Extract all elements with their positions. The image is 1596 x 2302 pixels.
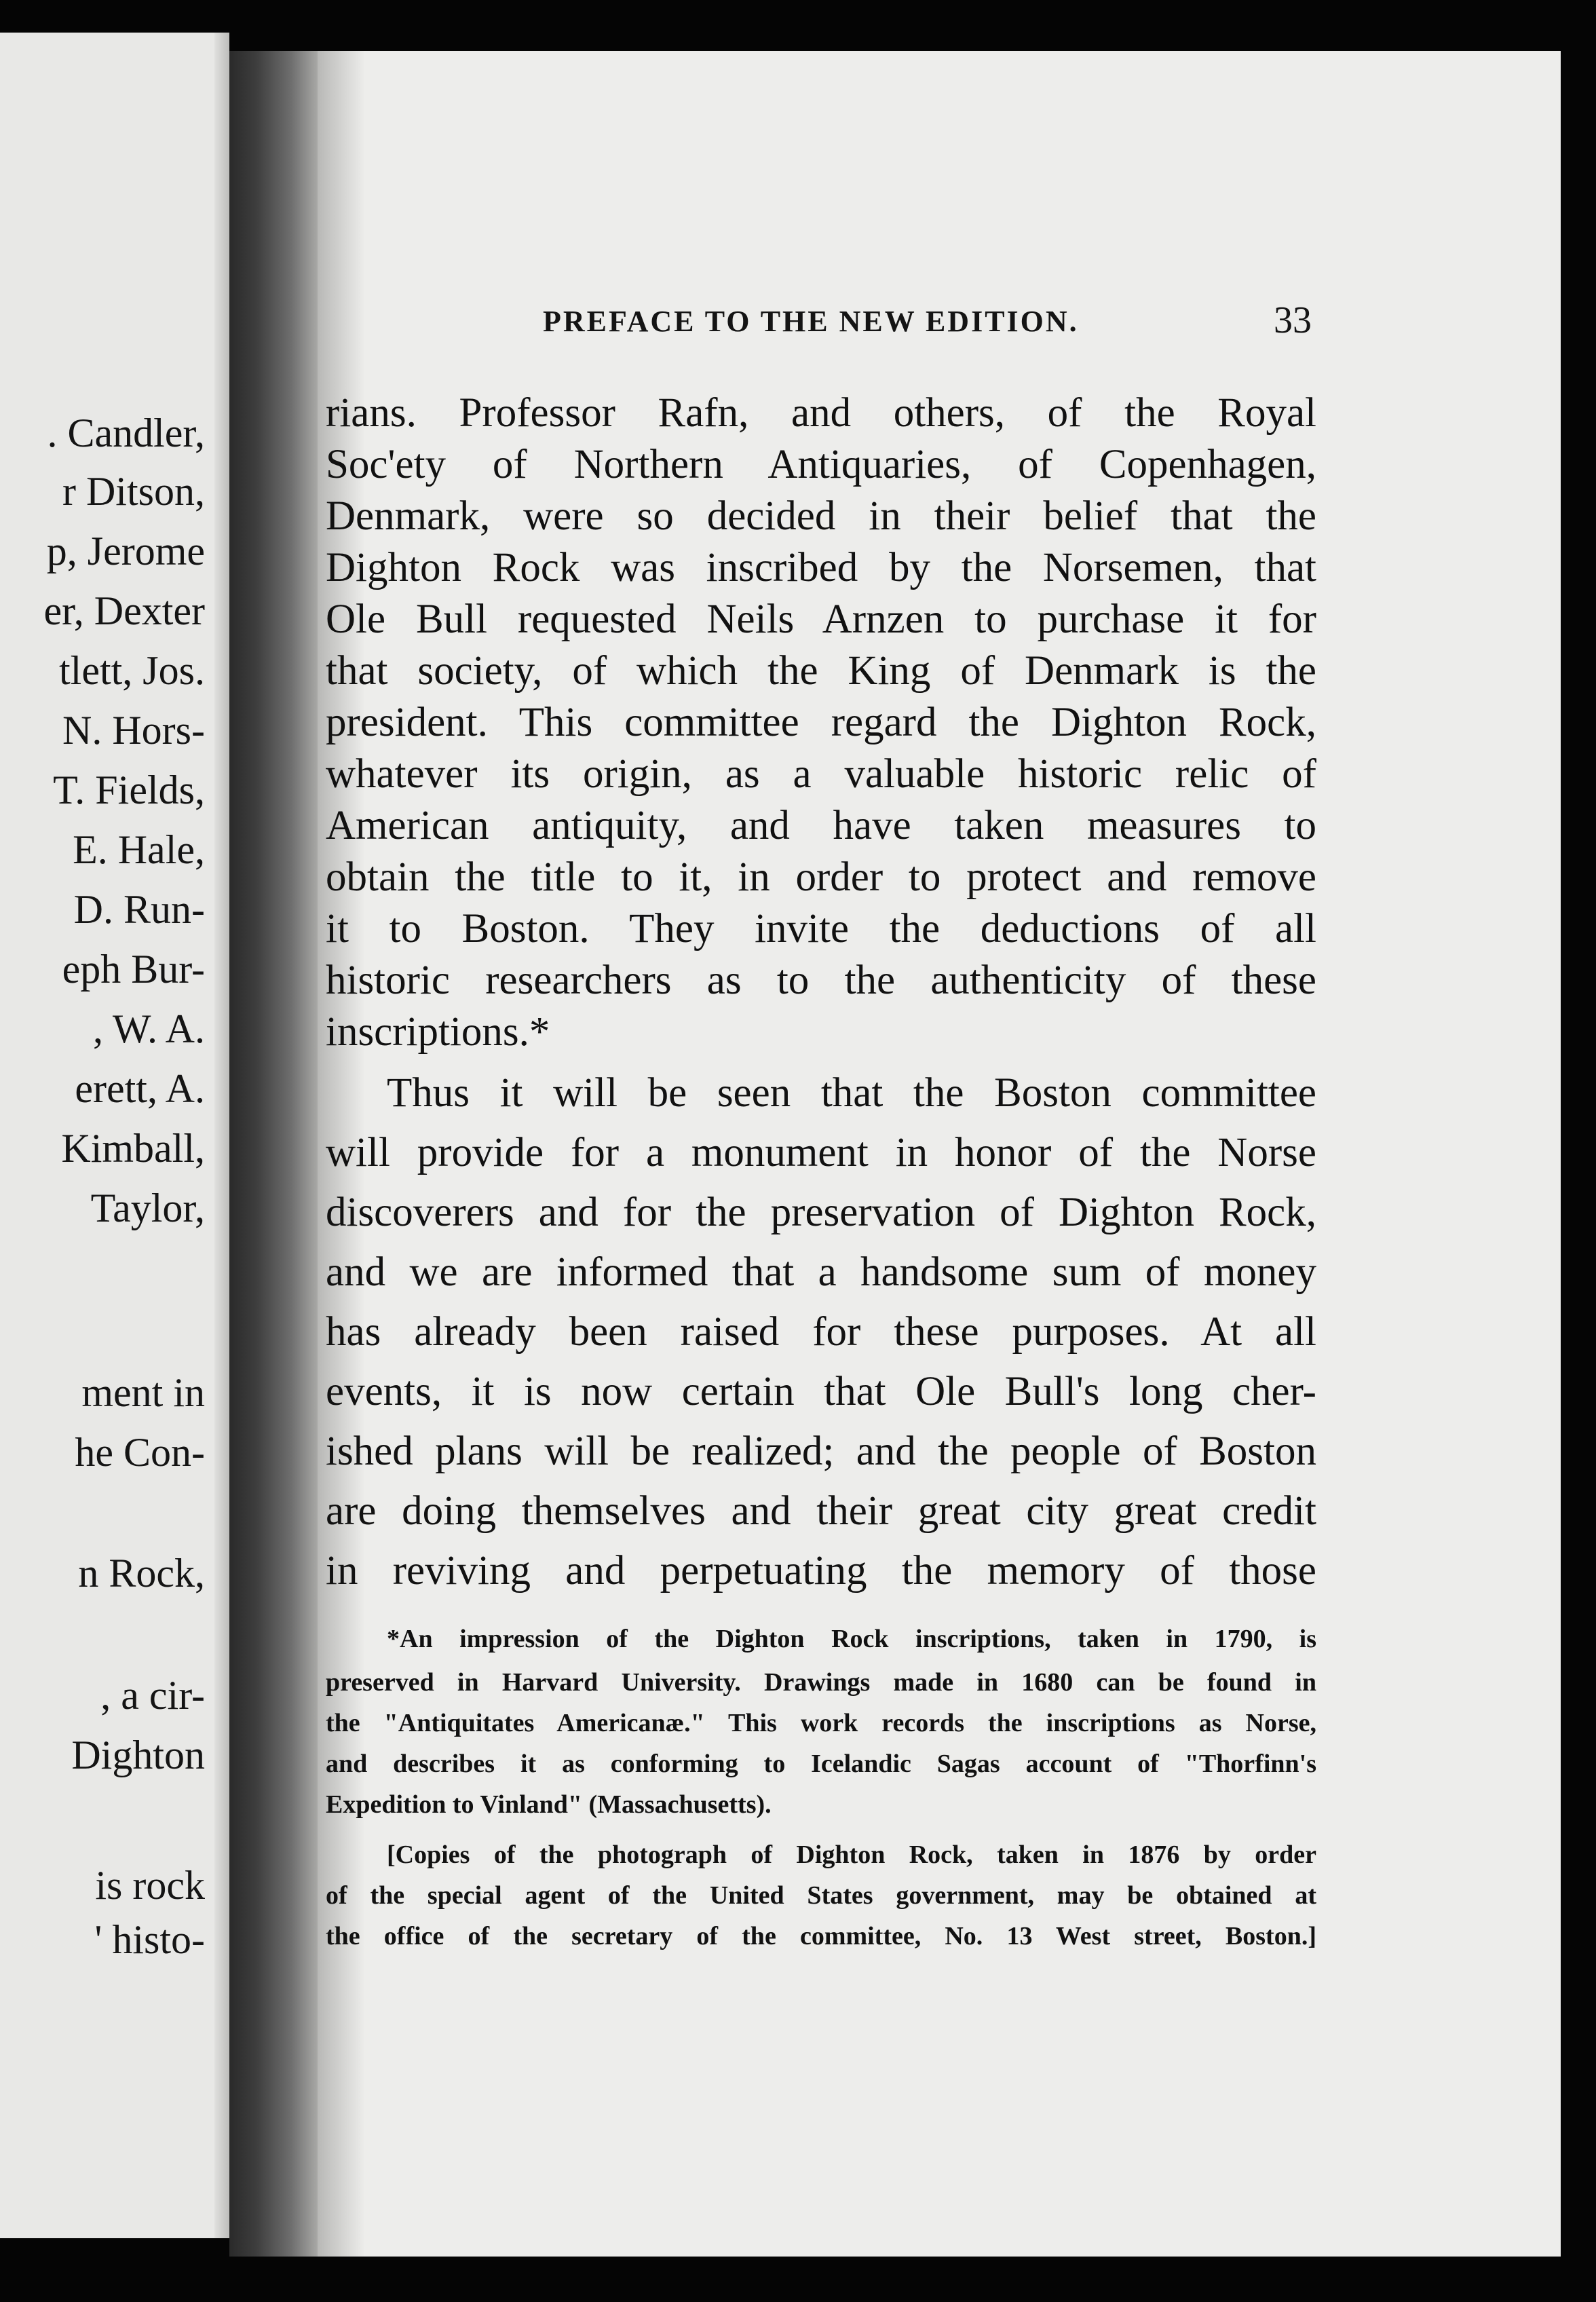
footnote-line: Expedition to Vinland" (Massachusetts).	[326, 1790, 772, 1819]
left-page-line: ' histo-	[94, 1917, 205, 1962]
body-line: Denmark, were so decided in their belief that the	[326, 493, 1316, 539]
footnote-line: [Copies of the photograph of Dighton Rock, taken in 1876 by order	[387, 1841, 1316, 1869]
left-page-line: eph Bur-	[62, 947, 205, 992]
body-line: events, it is now certain that Ole Bull's long cher-	[326, 1369, 1316, 1414]
left-page-line: er, Dexter	[43, 588, 205, 633]
left-page-line: T. Fields,	[53, 768, 205, 812]
body-line: Soc'ety of Northern Antiquaries, of Copenhagen,	[326, 442, 1316, 487]
left-page-line: . Candler,	[47, 411, 205, 455]
left-page-edge	[214, 33, 229, 2238]
left-page-line: p, Jerome	[46, 529, 205, 573]
left-page-line: r Ditson,	[62, 469, 205, 514]
left-page-line: Dighton	[71, 1733, 205, 1777]
book-gutter	[229, 51, 318, 2257]
body-line: has already been raised for these purposes. At all	[326, 1309, 1316, 1355]
body-line: and we are informed that a handsome sum of money	[326, 1249, 1316, 1295]
body-line: historic researchers as to the authenticity of these	[326, 958, 1316, 1003]
body-line: Dighton Rock was inscribed by the Norsemen, that	[326, 545, 1316, 590]
left-page-line: ment in	[81, 1370, 205, 1415]
left-page-line: erett, A.	[75, 1066, 205, 1111]
left-page-line: D. Run-	[73, 887, 205, 932]
page-number: 33	[1274, 299, 1312, 341]
footnote-line: *An impression of the Dighton Rock inscriptions, taken in 1790, is	[387, 1625, 1316, 1653]
body-line: Thus it will be seen that the Boston committee	[387, 1070, 1316, 1116]
left-page-line: Taylor,	[90, 1186, 205, 1230]
body-line: that society, of which the King of Denmark is the	[326, 648, 1316, 694]
body-line: ished plans will be realized; and the people of Boston	[326, 1429, 1316, 1474]
body-line: whatever its origin, as a valuable historic relic of	[326, 751, 1316, 797]
left-page-line: n Rock,	[78, 1551, 205, 1596]
body-line: are doing themselves and their great city great credit	[326, 1488, 1316, 1534]
footnote-line: and describes it as conforming to Icelandic Sagas account of "Thorfinn's	[326, 1750, 1316, 1778]
body-line: it to Boston. They invite the deductions of all	[326, 906, 1316, 951]
body-line: obtain the title to it, in order to protect and remove	[326, 854, 1316, 900]
left-page-line: , a cir-	[100, 1673, 205, 1718]
left-page-line: tlett, Jos.	[58, 648, 205, 693]
left-facing-page	[0, 33, 229, 2238]
footnote-line: the office of the secretary of the committee, No. 13 West street, Boston.]	[326, 1922, 1316, 1950]
left-page-line: he Con-	[75, 1430, 205, 1475]
left-page-line: N. Hors-	[62, 708, 205, 753]
footnote-line: of the special agent of the United States government, may be obtained at	[326, 1881, 1316, 1910]
left-page-line: E. Hale,	[73, 827, 205, 872]
body-line: president. This committee regard the Dighton Rock,	[326, 700, 1316, 745]
body-line: in reviving and perpetuating the memory of those	[326, 1548, 1316, 1593]
body-line: will provide for a monument in honor of the Norse	[326, 1130, 1316, 1175]
footnote-line: preserved in Harvard University. Drawings made in 1680 can be found in	[326, 1668, 1316, 1697]
left-page-line: Kimball,	[61, 1126, 205, 1171]
body-line: discoverers and for the preservation of Dighton Rock,	[326, 1190, 1316, 1235]
body-line: American antiquity, and have taken measures to	[326, 803, 1316, 848]
body-line: Ole Bull requested Neils Arnzen to purchase it for	[326, 597, 1316, 642]
left-page-line: is rock	[95, 1863, 205, 1908]
footnote-line: the "Antiquitates Americanæ." This work records the inscriptions as Norse,	[326, 1709, 1316, 1737]
running-head: PREFACE TO THE NEW EDITION.	[543, 305, 1079, 338]
left-page-line: , W. A.	[92, 1006, 205, 1051]
body-line: inscriptions.*	[326, 1009, 550, 1055]
body-line: rians. Professor Rafn, and others, of the Royal	[326, 390, 1316, 436]
